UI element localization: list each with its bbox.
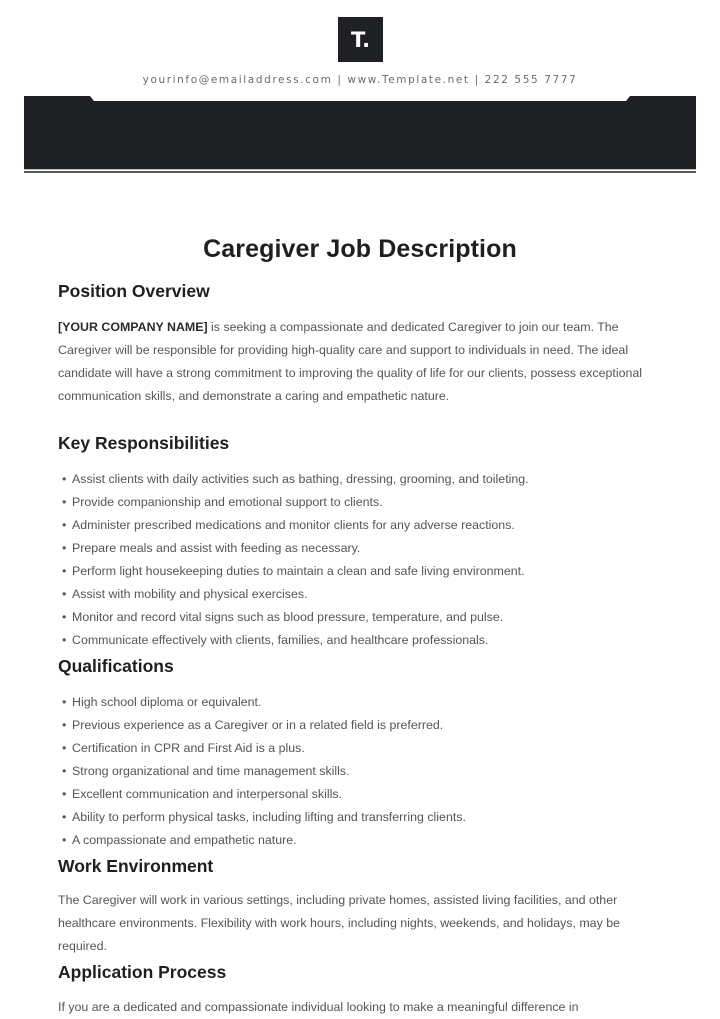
list-item: • Assist with mobility and physical exercises. — [58, 583, 529, 606]
list-item: • Strong organizational and time management skills. — [58, 760, 466, 783]
application-process-text: If you are a dedicated and compassionate individual looking to make a meaningful difference in — [58, 1000, 579, 1014]
bullet-icon: • — [62, 564, 67, 578]
logo-text: T. — [350, 27, 371, 52]
bullet-icon: • — [62, 518, 67, 532]
bullet-icon: • — [62, 472, 67, 486]
bullet-icon: • — [62, 810, 67, 824]
heading-qualifications: Qualifications — [58, 656, 174, 676]
page-title: Caregiver Job Description — [203, 235, 517, 263]
heading-work-environment: Work Environment — [58, 856, 214, 876]
list-item: • A compassionate and empathetic nature. — [58, 829, 466, 852]
list-item: • Assist clients with daily activities such as bathing, dressing, grooming, and toileting. — [58, 468, 529, 491]
list-item: • Certification in CPR and First Aid is a plus. — [58, 737, 466, 760]
list-item: • Perform light housekeeping duties to maintain a clean and safe living environment. — [58, 560, 529, 583]
bullet-icon: • — [62, 587, 67, 601]
list-item: • Prepare meals and assist with feeding as necessary. — [58, 537, 529, 560]
bullet-icon: • — [62, 610, 67, 624]
bullet-icon: • — [62, 741, 67, 755]
list-item: • Monitor and record vital signs such as blood pressure, temperature, and pulse. — [58, 606, 529, 629]
work-environment-text: The Caregiver will work in various settings, including private homes, assisted living facilities, and other healthcare environments. Flexibility with work hours, including nights, weekends, and holidays, may be required. — [58, 893, 620, 953]
header-divider-dark — [24, 171, 696, 173]
header-banner — [24, 96, 696, 169]
heading-position-overview: Position Overview — [58, 281, 210, 301]
bullet-icon: • — [62, 787, 67, 801]
list-item: • Previous experience as a Caregiver or in a related field is preferred. — [58, 714, 466, 737]
bullet-icon: • — [62, 764, 67, 778]
list-item: • Ability to perform physical tasks, including lifting and transferring clients. — [58, 806, 466, 829]
bullet-icon: • — [62, 833, 67, 847]
bullet-icon: • — [62, 495, 67, 509]
list-item: • Communicate effectively with clients, families, and healthcare professionals. — [58, 629, 529, 652]
heading-application-process: Application Process — [58, 962, 227, 982]
bullet-icon: • — [62, 695, 67, 709]
position-overview-body: is seeking a compassionate and dedicated Caregiver to join our team. The Caregiver will be responsible for providing high-quality care and support to individuals in need. The ideal candidate will have a strong commitment to improving the quality of life for our clients, possess exceptional communication skills, and demonstrate a caring and empathetic nature. — [58, 320, 643, 403]
company-logo — [338, 17, 383, 62]
list-item: • Administer prescribed medications and monitor clients for any adverse reactions. — [58, 514, 529, 537]
list-item: • Excellent communication and interpersonal skills. — [58, 783, 466, 806]
contact-info: yourinfo@emailaddress.com | www.Template.net | 222 555 7777 — [142, 74, 578, 86]
bullet-icon: • — [62, 718, 67, 732]
responsibilities-list — [58, 468, 529, 652]
position-overview-text — [58, 316, 668, 408]
list-item: • Provide companionship and emotional support to clients. — [58, 491, 529, 514]
bullet-icon: • — [62, 633, 67, 647]
list-item: • High school diploma or equivalent. — [58, 691, 466, 714]
heading-key-responsibilities: Key Responsibilities — [58, 433, 230, 453]
qualifications-list — [58, 691, 466, 852]
bullet-icon: • — [62, 541, 67, 555]
company-name-placeholder: [YOUR COMPANY NAME] — [58, 320, 208, 334]
header-divider-light — [24, 169, 696, 170]
